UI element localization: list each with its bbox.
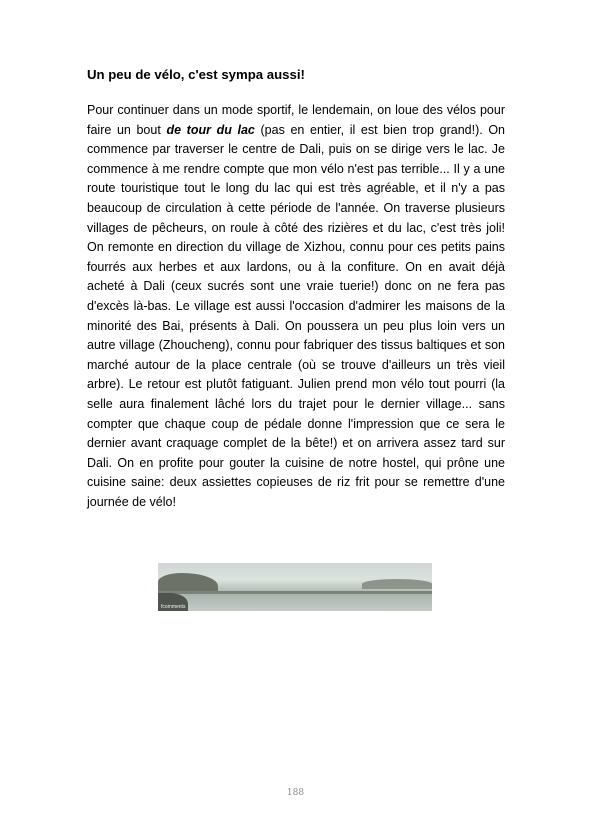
section-heading: Un peu de vélo, c'est sympa aussi! xyxy=(87,67,305,82)
photo-lake-water xyxy=(158,594,432,611)
photo-hill-right xyxy=(362,579,432,589)
paragraph-text-end: (pas en entier, il est bien trop grand!). On commence par traverser le centre de Dali, puis on se dirige vers le lac. Je commence à me rendre compte que mon vélo n'est pas terrible... Il y a une route touristique tout le long du lac qui est très agréable, et il n'y a pas beaucoup de circulation à cette période de l'année. On traverse plusieurs villages de pêcheurs, on roule à côté des rizières et du lac, c'est très joli! On remonte en direction du village de Xizhou, connu pour ces petits pains fourrés aux herbes et aux lardons, ou à la confiture. On en avait déjà acheté à Dali (ceux sucrés sont une vraie tuerie!) donc on ne fera pas d'excès là-bas. Le village est aussi l'occasion d'admirer les maisons de la minorité des Bai, présents à Dali. On poussera un peu plus loin vers un autre village (Zhoucheng), connu pour fabriquer des tissus baltiques et son marché autour de la place centrale (où se trouve d'ailleurs un très vieil arbre). Le retour est plutôt fatiguant. Julien prend mon vélo tout pourri (la selle aura finalement lâché lors du trajet pour le dernier village... sans compter que chaque coup de pédale donne l'impression que ce sera le dernier avant craquage complet de la bête!) et on arrivera assez tard sur Dali. On en profite pour gouter la cuisine de notre hostel, qui prône une cuisine saine: deux assiettes copieuses de riz frit pour se remettre d'une journée de vélo! xyxy=(87,122,506,509)
body-paragraph xyxy=(87,101,505,512)
lake-panorama-photo xyxy=(158,563,432,611)
paragraph-text-start: Pour continuer dans un mode sportif, le lendemain, on loue des vélos pour faire un bout xyxy=(87,103,505,137)
paragraph-emphasis: de tour du lac xyxy=(166,122,255,137)
photo-watermark: fcomments xyxy=(161,604,186,610)
page-number: 188 xyxy=(286,788,305,798)
